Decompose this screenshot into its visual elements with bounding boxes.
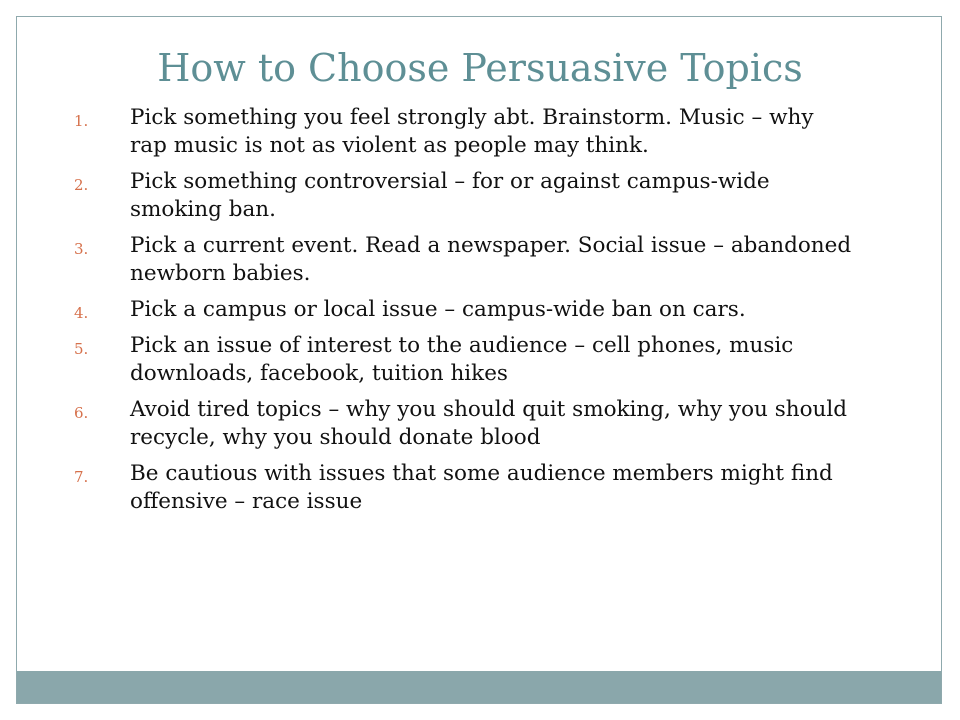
- list-item-text: Pick something you feel strongly abt. Brainstorm. Music – why rap music is not as violent as people may think.: [130, 105, 814, 158]
- list-item-text: Avoid tired topics – why you should quit smoking, why you should recycle, why you should donate blood: [130, 397, 848, 450]
- list-item: [74, 104, 854, 160]
- list-item-number: 7.: [74, 468, 89, 486]
- list-item: [74, 232, 854, 288]
- list-item-number: 6.: [74, 404, 89, 422]
- list-item-text: Pick a campus or local issue – campus-wide ban on cars.: [130, 297, 746, 322]
- list-item: [74, 168, 854, 224]
- slide-title: How to Choose Persuasive Topics: [157, 46, 803, 90]
- list-item-text: Pick something controversial – for or against campus-wide smoking ban.: [130, 169, 770, 222]
- list-item-text: Pick a current event. Read a newspaper. Social issue – abandoned newborn babies.: [130, 233, 852, 286]
- footer-bar: [17, 671, 941, 703]
- list-item: [74, 396, 854, 452]
- list-item: [74, 460, 854, 516]
- list-item-text: Be cautious with issues that some audience members might find offensive – race issue: [130, 461, 833, 514]
- list-item-number: 3.: [74, 240, 89, 258]
- list-item-number: 5.: [74, 340, 89, 358]
- topic-list: [74, 104, 854, 524]
- list-item-text: Pick an issue of interest to the audience – cell phones, music downloads, facebook, tuition hikes: [130, 333, 794, 386]
- list-item: [74, 332, 854, 388]
- list-item: [74, 296, 854, 324]
- list-item-number: 4.: [74, 304, 89, 322]
- list-item-number: 2.: [74, 176, 89, 194]
- list-item-number: 1.: [74, 112, 89, 130]
